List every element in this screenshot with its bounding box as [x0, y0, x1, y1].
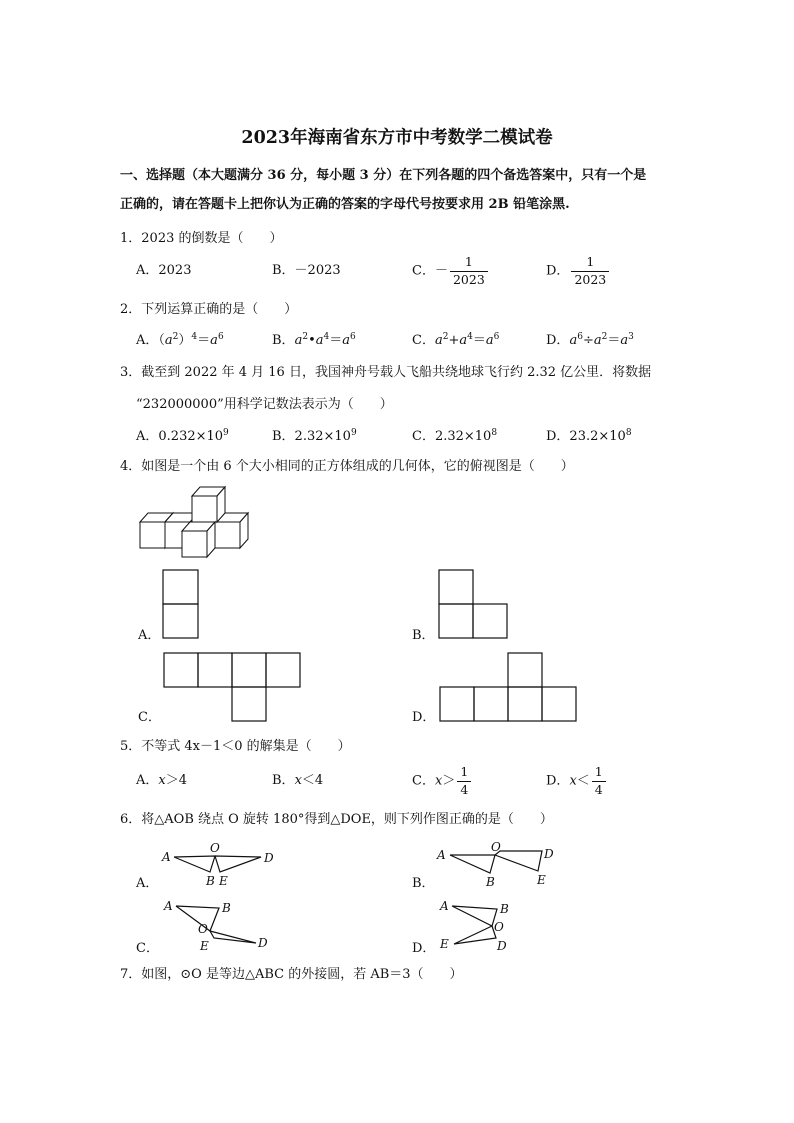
q2-d-part: ÷: [582, 333, 594, 348]
q3-d-exponent: 8: [625, 428, 632, 438]
q2-b-part: a: [315, 333, 324, 348]
q6b-point-e: E: [537, 873, 546, 887]
q2-b-part: a: [342, 333, 351, 348]
q1-option-d-label: D．: [546, 263, 570, 279]
q5-d-numerator: 1: [592, 766, 606, 782]
q2-b-part: ＝: [329, 333, 343, 348]
q4-option-b-figure: [438, 568, 512, 640]
q5-c-fraction: [457, 766, 471, 796]
q3-stem-line-1: 3．截至到 2022 年 4 月 16 日，我国神舟号载人飞船共绕地球飞行约 2.32 亿公里．将数据: [120, 365, 652, 380]
q1-option-d-numerator: 1: [571, 256, 609, 272]
q5-option-d: [546, 766, 606, 796]
q2-d-part: 6: [577, 332, 583, 342]
q3-a-exponent: 9: [223, 428, 229, 438]
q5-c-label: C．: [412, 773, 435, 789]
q2-option-d: [546, 334, 634, 347]
q3-stem-line-2: “232000000”用科学记数法表示为（ ）: [136, 397, 393, 412]
q6c-point-d: D: [258, 936, 268, 950]
q2-a-part: 2: [172, 332, 179, 342]
q1-option-b: B．－2023: [272, 263, 341, 278]
q4-option-a-figure: [162, 568, 202, 640]
q3-a-text: A．0.232×10: [136, 429, 224, 444]
q5-stem: 5．不等式 4x－1＜0 的解集是（ ）: [120, 739, 351, 754]
q1-option-c-numerator: 1: [450, 256, 488, 272]
q5-option-b: [272, 774, 323, 787]
q5-c-numerator: 1: [457, 766, 471, 782]
q5-b-var: x: [294, 773, 302, 788]
q2-a-part: a: [164, 333, 173, 348]
q1-option-d-denominator: 2023: [574, 271, 607, 287]
q2-c-part: 4: [467, 332, 473, 342]
q4-option-c-label: C．: [138, 710, 161, 725]
q5-c-denominator: 4: [460, 781, 469, 797]
q5-d-var: x: [569, 773, 577, 789]
q7-stem: 7．如图，⊙O 是等边△ABC 的外接圆，若 AB＝3（ ）: [120, 967, 463, 982]
q2-b-part: •: [308, 333, 316, 348]
q3-d-text: D．23.2×10: [546, 429, 626, 444]
q2-d-part: a: [593, 333, 602, 348]
q6c-point-o: O: [198, 922, 208, 936]
q6-option-b-figure: [434, 838, 559, 890]
q1-stem: 1．2023 的倒数是（ ）: [120, 231, 283, 246]
q2-b-part: 2: [302, 332, 309, 342]
q4-option-c-figure: [162, 651, 304, 723]
q2-b-part: 4: [323, 332, 330, 342]
q5-b-label: B．: [272, 773, 295, 788]
q1-option-d: [546, 256, 609, 286]
q5-c-var: x: [434, 773, 443, 789]
q6d-point-d: D: [497, 939, 507, 953]
q2-a-label: A．: [136, 333, 159, 348]
q2-option-c: [412, 334, 499, 347]
q2-a-part: 4: [191, 332, 198, 342]
cube-back-top: [192, 487, 225, 522]
q5-a-var: x: [158, 773, 166, 788]
q6-option-a-label: A．: [136, 876, 159, 891]
q6a-point-o: O: [210, 841, 220, 855]
q6c-point-e: E: [200, 939, 209, 953]
q2-d-label: D．: [546, 333, 570, 348]
q1-option-c-label: C．: [412, 263, 435, 279]
q2-a-part: （: [158, 333, 165, 348]
q4-stem: 4．如图是一个由 6 个大小相同的正方体组成的几何体，它的俯视图是（ ）: [120, 459, 574, 474]
q6c-point-b: B: [222, 901, 231, 915]
q3-c-text: C．2.32×10: [412, 429, 492, 444]
q5-d-label: D．: [546, 773, 570, 789]
q5-d-denominator: 4: [594, 781, 603, 797]
q5-option-a: [136, 774, 187, 787]
q2-c-part: ＝: [472, 333, 486, 348]
q2-d-part: 3: [628, 332, 634, 342]
q5-d-relation: ＜: [576, 773, 590, 789]
q2-a-part: ）: [178, 333, 192, 348]
q1-option-c-fraction: [450, 256, 488, 286]
page-title: 2023年海南省东方市中考数学二模试卷: [241, 128, 553, 148]
q3-option-d: [546, 430, 632, 443]
q6b-point-b: B: [486, 875, 495, 889]
q2-c-part: 6: [493, 332, 500, 342]
q4-option-d-label: D．: [412, 710, 436, 725]
q6-option-b-label: B．: [412, 876, 435, 891]
q6a-point-b: B: [206, 874, 215, 888]
q5-d-fraction: [592, 766, 606, 796]
q5-a-rest: ＞4: [165, 773, 188, 788]
q3-option-c: [412, 430, 497, 443]
q1-option-c-denominator: 2023: [452, 271, 485, 287]
q6d-point-o: O: [494, 920, 504, 934]
q2-b-part: 6: [350, 332, 356, 342]
q6b-point-d: D: [544, 847, 554, 861]
q2-a-part: ＝: [197, 333, 211, 348]
q6b-point-a: A: [437, 848, 446, 862]
q2-b-label: B．: [272, 333, 295, 348]
q1-option-d-fraction: [571, 256, 609, 286]
q2-c-label: C．: [412, 333, 435, 348]
section-header-line-2: 正确的，请在答题卡上把你认为正确的答案的字母代号按要求用 2B 铅笔涂黑.: [120, 197, 570, 212]
cube-front: [182, 522, 215, 557]
q5-a-label: A．: [136, 773, 159, 788]
q2-option-a: [136, 334, 224, 347]
q5-c-relation: ＞: [442, 773, 456, 789]
q6a-point-e: E: [219, 874, 228, 888]
q2-a-part: 6: [217, 332, 224, 342]
q3-option-b: [272, 430, 357, 443]
q2-stem: 2．下列运算正确的是（ ）: [120, 302, 298, 317]
q4-option-a-label: A．: [138, 628, 161, 643]
q6d-point-e: E: [440, 937, 449, 951]
q4-cube-figure: [130, 480, 260, 560]
q6-option-c-label: C．: [136, 941, 159, 956]
q6-option-c-figure: [158, 896, 283, 954]
q3-b-text: B．2.32×10: [272, 429, 351, 444]
section-header-line-1: 一、选择题（本大题满分 36 分，每小题 3 分）在下列各题的四个备选答案中，只有一个是: [120, 168, 647, 183]
q5-option-c: [412, 766, 471, 796]
q2-b-part: a: [294, 333, 303, 348]
q2-d-part: a: [569, 333, 578, 348]
q6-option-d-label: D．: [412, 941, 436, 956]
q6b-point-o: O: [491, 840, 501, 854]
q5-b-rest: ＜4: [301, 773, 324, 788]
q2-c-part: 2: [442, 332, 449, 342]
q6-option-d-figure: [434, 896, 559, 954]
q2-c-part: a: [434, 333, 443, 348]
q2-d-part: 2: [601, 332, 608, 342]
q2-d-part: a: [620, 333, 629, 348]
q2-c-part: +: [448, 333, 460, 348]
q2-d-part: ＝: [607, 333, 621, 348]
q2-option-b: [272, 334, 356, 347]
q4-option-d-figure: [438, 651, 580, 723]
q3-b-exponent: 9: [350, 428, 357, 438]
q6-stem: 6．将△AOB 绕点 O 旋转 180°得到△DOE，则下列作图正确的是（ ）: [120, 812, 553, 827]
q1-option-c-sign: －: [434, 263, 448, 279]
q3-c-exponent: 8: [491, 428, 498, 438]
q6d-point-a: A: [440, 899, 449, 913]
q6-option-a-figure: [158, 838, 283, 890]
q2-a-part: a: [210, 333, 218, 348]
q6a-point-a: A: [162, 850, 171, 864]
q6c-point-a: A: [164, 899, 173, 913]
q6d-point-b: B: [500, 902, 509, 916]
q4-option-b-label: B．: [412, 628, 435, 643]
q1-option-a: A．2023: [136, 263, 192, 278]
q3-option-a: [136, 430, 229, 443]
q6a-point-d: D: [264, 851, 274, 865]
q1-option-c: [412, 256, 488, 286]
q2-c-part: a: [459, 333, 468, 348]
q2-c-part: a: [485, 333, 494, 348]
